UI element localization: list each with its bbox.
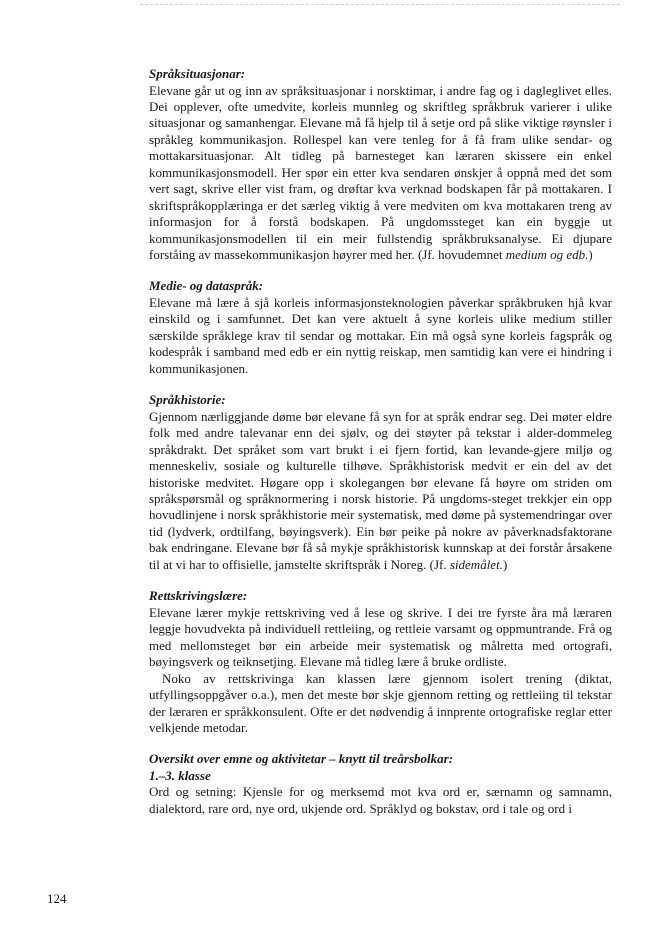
section-heading: Oversikt over emne og aktivitetar – knytt til treårsbolkar: xyxy=(149,751,454,767)
section-medie-og-datasprak xyxy=(149,278,612,377)
section-subheading: 1.–3. klasse xyxy=(149,767,211,783)
page-number: 124 xyxy=(47,891,67,906)
section-paragraph xyxy=(149,83,612,264)
paragraph-tail: ) xyxy=(588,247,593,263)
section-heading: Medie- og dataspråk: xyxy=(149,278,264,294)
section-heading: Språkhistorie: xyxy=(149,392,226,408)
section-paragraph: Ord og setning: Kjensle for og merksemd mot kva ord er, særnamn og samnamn, dialektord, rare ord, nye ord, ukjende ord. Språklyd og bokstav, ord i tale og ord i xyxy=(149,784,612,816)
section-paragraph xyxy=(149,409,612,574)
section-heading: Rettskrivingslære: xyxy=(149,588,248,604)
section-spraksituasjonar xyxy=(149,66,612,263)
cross-reference: medium og edb. xyxy=(505,247,589,263)
paragraph-text: Gjennom nærliggjande døme bør elevane få syn for at språk endrar seg. Dei møter eldre folk med andre talevanar enn dei sjølv, og dei støyter på tekstar i alder-dommeleg språkdrakt. Det språket som vart brukt i ei fjern fortid, kan levande-gjere miljø og menneskeliv, sosiale og kulturelle tilhøve. Språkhistorisk medvit er ein del av det historiske medvitet. Høgare opp i skolegangen bør elevane få høyre om striden om språkspørsmål og språknormering i norsk historie. På ungdoms-steget trekkjer ein opp hovudlinjene i norsk språkhistorie meir systematisk, med døme på systemendringar over tid (lydverk, ordtilfang, bøyingsverk). Ein bør peike på nokre av påverknadsfaktorane bak endringane. Elevane bør få så mykje språkhistorisk kunnskap at dei forstår årsakene til at vi har to offisielle, jamstelte skriftspråk i Noreg. (Jf. xyxy=(149,408,612,572)
scan-edge-line xyxy=(140,4,620,5)
section-oversikt xyxy=(149,751,612,817)
section-paragraph: Noko av rettskrivinga kan klassen lære gjennom isolert trening (diktat, utfyllingsoppgåver o.a.), men det meste bør skje gjennom retting og rettleiing til tekstar der læraren er språkkonsulent. Ofte er det nødvendig å innprente ortografiske reglar etter velkjende metodar. xyxy=(149,670,612,735)
cross-reference: sidemålet. xyxy=(449,556,503,572)
text-column xyxy=(149,66,612,832)
paragraph-tail: ) xyxy=(502,556,508,572)
paragraph-text: Elevane går ut og inn av språksituasjonar i norsktimar, i andre fag og i dagleglivet elles. Dei opplever, ofte umedvite, korleis munnleg og skriftleg språkbruk varierer i ulike situasjonar og samanhengar. Elevane må få hjelp til å setje ord på slike viktige røynsler i språkleg kommunikasjon. Rollespel kan vere tenleg for å få fram ulike sendar- og mottakarsituasjonar. Alt tidleg på barnesteget kan læraren skissere ein enkel kommunikasjonsmodell. Her spør ein etter kva sendaren ønskjer å oppnå med det som vert sagt, skrive eller vist fram, og drøftar kva verknad bodskapen får på mottakaren. I skriftspråkopplæringa er det særleg viktig å vere medviten om kva mottakaren treng av informasjon for å forstå bodskapen. På ungdomssteget kan ein byggje ut kommunikasjonsmodellen til ein meir fullstendig språkbruksanalyse. Ei djupare forståing av massekommunikasjon høyrer med her. (Jf. hovudemnet xyxy=(149,82,612,263)
section-heading: Språksituasjonar: xyxy=(149,66,246,81)
section-rettskrivingslaere xyxy=(149,588,612,736)
section-paragraph: Elevane må lære å sjå korleis informasjonsteknologien påverkar språkbruken hjå kvar einskild og i samfunnet. Det kan vere aktuelt å syne korleis ulike medium stiller særskilde språklege krav til sendar og mottakar. Ein må også syne korleis fagspråk og kodespråk i samband med edb er ein nyttig reiskap, men samtidig kan vere ei hindring i kommunikasjonen. xyxy=(149,294,612,376)
section-paragraph: Elevane lærer mykje rettskriving ved å lese og skrive. I dei tre fyrste åra må læraren leggje hovudvekta på individuell rettleiing, og rettleie varsamt og oppmuntrande. Frå og med mellomsteget bør ein arbeide meir systematisk og målretta med ortografi, bøyingsverk og teiknsetjing. Elevane må tidleg lære å bruke ordliste. xyxy=(149,604,612,670)
section-sprakhistorie xyxy=(149,392,612,573)
